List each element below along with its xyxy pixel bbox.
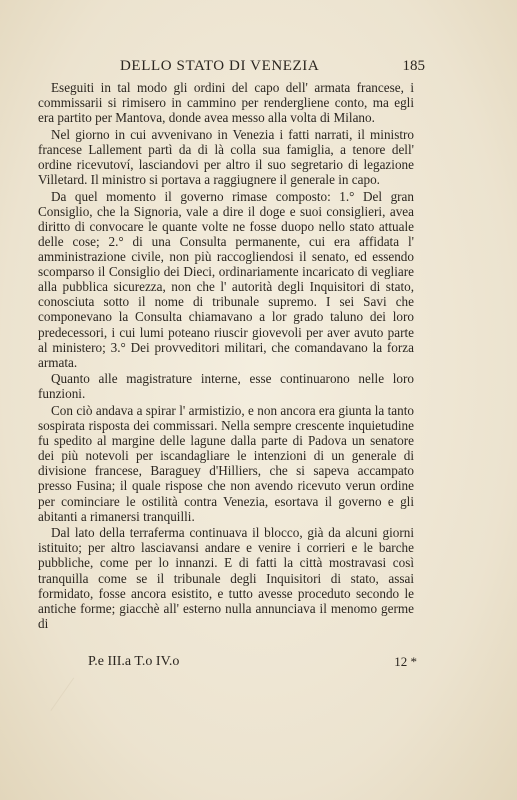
- paragraph: Con ciò andava a spirar l' armistizio, e non ancora era giunta la tanto sospirata risposta dei commissari. Nella sempre crescente inquietudine fu spedito al margine delle lagune dalla parte di Padova un senatore dei più notevoli per iscandagliare le intenzioni di un generale di divisione francese, Baraguey d'Hilliers, che si sapeva accampato presso Fusina; il quale rispose che non avendo ricevuto verun ordine per cominciare le ostilità contra Venezia, esortava il governo e gli abitanti a rimanersi tranquilli.: [38, 402, 414, 524]
- paragraph: Dal lato della terraferma continuava il blocco, già da alcuni giorni istituito; per altro lasciavansi andare e venire i corrieri e le barche pubbliche, come per lo innanzi. E di fatti la città mostravasi così tranquilla come se il tribunale degli Inquisitori di stato, assai formidato, fosse ancora esistito, e tutto avesse proceduto secondo le antiche forme; giacchè all' esterno nulla annunciava il menomo germe di: [38, 525, 414, 631]
- page-footer: [88, 654, 417, 674]
- page-header: [84, 58, 425, 78]
- paragraph: Da quel momento il governo rimase composto: 1.° Del gran Consiglio, che la Signoria, vale a dire il doge e suoi consiglieri, avea diritto di convocare le quante volte ne fosse duopo nello stato attuale delle cose; 2.° di una Consulta permanente, cui era affidata l' amministrazione civile, non più raccogliendosi il senato, ed essendo scomparso il Consiglio dei Dieci, ordinariamente incaricato di vegliare alla pubblica sicurezza, non che l' autorità degli Inquisitori di stato, conosciuta sotto il nome di tribunale supremo. I sei Savi che componevano la Consulta chiamavano a lor grado taluno dei loro predecessori, i cui lumi poteano riuscir giovevoli per aver avuto parte al ministero; 3.° Dei provveditori militari, che comandavano la forza armata.: [38, 188, 414, 370]
- printer-signature: P.e III.a T.o IV.o: [88, 654, 180, 669]
- signature-number: 12 *: [394, 654, 417, 669]
- running-title: DELLO STATO DI VENEZIA: [120, 58, 320, 74]
- paragraph: Nel giorno in cui avvenivano in Venezia i fatti narrati, il ministro francese Lallement partì da di là colla sua famiglia, a tenore dell' ordine ricevutoví, lasciandovi per altro il suo segretario di legazione Villetard. Il ministro si portava a raggiugnere il generale in capo.: [38, 126, 414, 188]
- paragraph: Eseguiti in tal modo gli ordini del capo dell' armata francese, i commissarii si rimisero in cammino per renderglienе conto, ma egli era partito per Mantova, donde avea messo alla volta di Milano.: [38, 80, 414, 126]
- paper-crease: [50, 678, 90, 723]
- page-number: 185: [402, 58, 425, 74]
- paragraph: Quanto alle magistrature interne, esse continuarono nelle loro funzioni.: [38, 371, 414, 402]
- body-text: [38, 80, 414, 632]
